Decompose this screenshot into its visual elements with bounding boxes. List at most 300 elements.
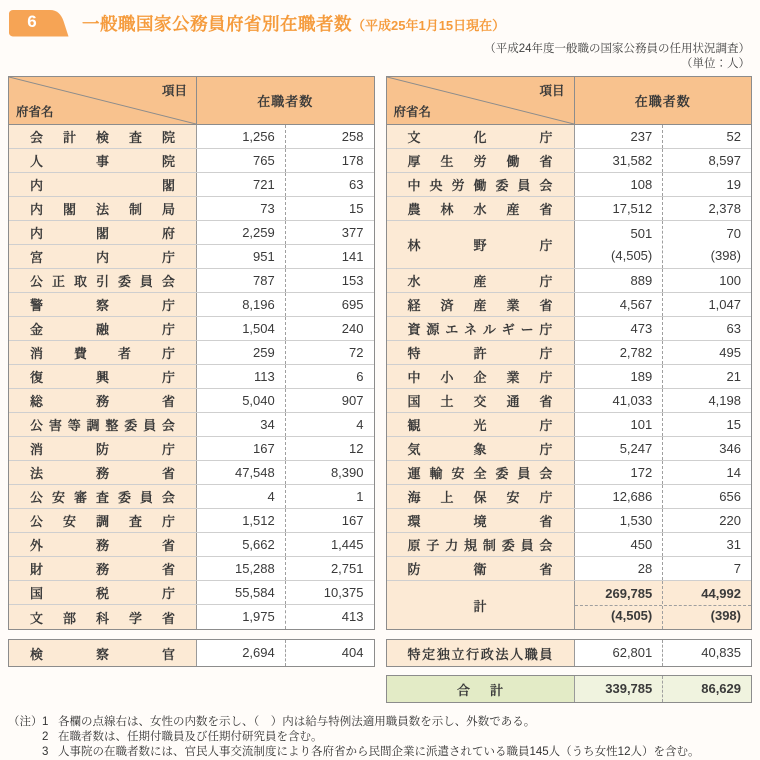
ministry-name: 公 安 審 査 委 員 会 bbox=[9, 485, 197, 508]
table-row bbox=[9, 581, 374, 605]
total-count-cell bbox=[197, 365, 285, 388]
ministry-name: 財 務 省 bbox=[9, 557, 197, 580]
table-row bbox=[387, 293, 752, 317]
table-row bbox=[9, 485, 374, 509]
ministry-name: 中 小 企 業 庁 bbox=[387, 365, 575, 388]
table-row bbox=[387, 557, 752, 581]
total-count-cell bbox=[575, 365, 663, 388]
female-count-cell bbox=[662, 437, 751, 460]
staff-count-cells bbox=[197, 125, 374, 148]
female-count-cell bbox=[662, 149, 751, 172]
total-count: 2,782 bbox=[619, 344, 653, 360]
total-count: 339,785 bbox=[605, 681, 653, 696]
table-row bbox=[9, 509, 374, 533]
staff-count-cells bbox=[197, 365, 374, 388]
staff-count-cells bbox=[197, 341, 374, 364]
female-count-cell bbox=[285, 245, 374, 268]
female-count: 656 bbox=[719, 488, 741, 504]
female-count: 178 bbox=[341, 152, 364, 168]
staff-count-cells bbox=[575, 557, 752, 580]
female-count: 44,992 bbox=[701, 586, 741, 601]
table-row bbox=[387, 341, 752, 365]
female-count-cell bbox=[662, 640, 751, 666]
total-count: 113 bbox=[254, 368, 275, 384]
total-count: 28 bbox=[637, 560, 653, 576]
table-row bbox=[387, 173, 752, 197]
total-count-cell bbox=[575, 437, 663, 460]
total-count-cell bbox=[197, 149, 285, 172]
ministry-name: 外 務 省 bbox=[9, 533, 197, 556]
total-count-cell bbox=[197, 640, 285, 666]
female-count: 72 bbox=[349, 344, 364, 360]
total-count: 765 bbox=[253, 152, 275, 168]
ministry-name: 合 計 bbox=[387, 676, 575, 702]
total-count-cell bbox=[197, 485, 285, 508]
female-count-cell bbox=[285, 125, 374, 148]
ministry-name: 経 済 産 業 省 bbox=[387, 293, 575, 316]
table-row bbox=[387, 221, 752, 269]
ministry-name: 公 害 等 調 整 委 員 会 bbox=[9, 413, 197, 436]
footnote-number: 3 bbox=[42, 746, 49, 758]
prosecutors-table bbox=[8, 639, 375, 667]
staff-count-cells bbox=[575, 317, 752, 340]
staff-count-cells bbox=[575, 293, 752, 316]
footnote-text: 人事院の在職者数には、官民人事交流制度により各府省から民間企業に派遣されている職員145人（うち女性12人）を含む。 bbox=[58, 746, 700, 758]
page-title bbox=[82, 11, 505, 36]
female-count-cell bbox=[662, 173, 751, 196]
female-count-cell bbox=[285, 461, 374, 484]
total-count-cell bbox=[197, 461, 285, 484]
footnote-prefix: （注） bbox=[8, 716, 43, 728]
total-count: 167 bbox=[253, 440, 275, 456]
female-count-cell bbox=[662, 125, 751, 148]
table-row bbox=[9, 269, 374, 293]
female-count-cell bbox=[662, 269, 751, 292]
female-count: 100 bbox=[719, 272, 741, 288]
female-count-cell bbox=[662, 509, 751, 532]
staff-count-cells bbox=[575, 676, 752, 702]
total-count-cell bbox=[197, 341, 285, 364]
female-count-cell bbox=[662, 293, 751, 316]
total-count-cell bbox=[575, 676, 663, 702]
total-count: 15,288 bbox=[234, 560, 275, 576]
female-count: 63 bbox=[349, 176, 364, 192]
female-count: 695 bbox=[341, 296, 364, 312]
staff-count-cells bbox=[575, 581, 752, 629]
total-count-cell bbox=[575, 509, 663, 532]
female-count: 7 bbox=[733, 560, 741, 576]
staff-count-cells bbox=[197, 269, 374, 292]
female-count: 240 bbox=[341, 320, 364, 336]
total-count-cell bbox=[197, 389, 285, 412]
staff-count-cells bbox=[197, 509, 374, 532]
total-count: 450 bbox=[630, 536, 653, 552]
left-table-header bbox=[9, 77, 374, 125]
female-count: 2,751 bbox=[330, 560, 364, 576]
table-row bbox=[387, 365, 752, 389]
female-count: 1 bbox=[356, 488, 364, 504]
total-count: 4 bbox=[267, 488, 275, 504]
table-row bbox=[387, 485, 752, 509]
ministry-name: 法 務 省 bbox=[9, 461, 197, 484]
female-count: 495 bbox=[719, 344, 741, 360]
header-ministry-label: 府省名 bbox=[393, 105, 432, 119]
staff-count-cells bbox=[197, 605, 374, 629]
staff-count-cells bbox=[575, 461, 752, 484]
total-count-cell bbox=[197, 533, 285, 556]
total-count: 73 bbox=[260, 200, 275, 216]
table-row bbox=[387, 413, 752, 437]
footnotes bbox=[8, 715, 752, 760]
ministry-name: 警 察 庁 bbox=[9, 293, 197, 316]
table-row bbox=[9, 557, 374, 581]
special-law-female-count: (398) bbox=[710, 608, 741, 623]
total-count-cell bbox=[197, 125, 285, 148]
ministry-name: 計 bbox=[387, 581, 575, 629]
staff-count-cells bbox=[197, 317, 374, 340]
table-row bbox=[9, 197, 374, 221]
special-law-female-count: (398) bbox=[710, 247, 741, 263]
left-ministry-table bbox=[8, 76, 375, 630]
female-count: 63 bbox=[726, 320, 741, 336]
footnote-text: 在職者数は、任期付職員及び任期付研究員を含む。 bbox=[58, 731, 323, 743]
staff-count-cells bbox=[197, 437, 374, 460]
iai-staff-table bbox=[386, 639, 753, 667]
staff-count-cells bbox=[197, 221, 374, 244]
footnote-line bbox=[8, 715, 752, 730]
table-row bbox=[9, 341, 374, 365]
total-count: 41,033 bbox=[612, 392, 653, 408]
header-staff-count-label: 在職者数 bbox=[634, 94, 691, 109]
special-law-count: (4,505) bbox=[611, 608, 653, 623]
female-count: 15 bbox=[726, 416, 741, 432]
total-count: 2,259 bbox=[242, 224, 275, 240]
female-count-cell bbox=[285, 221, 374, 244]
ministry-name: 環 境 省 bbox=[387, 509, 575, 532]
ministry-name: 文 部 科 学 省 bbox=[9, 605, 197, 629]
total-count-cell bbox=[197, 317, 285, 340]
total-count-cell bbox=[575, 461, 663, 484]
total-count: 62,801 bbox=[612, 645, 653, 660]
female-count-cell bbox=[285, 197, 374, 220]
total-count: 1,512 bbox=[242, 512, 275, 528]
total-count-cell bbox=[575, 533, 663, 556]
staff-count-cells bbox=[197, 557, 374, 580]
ministry-name: 国 税 庁 bbox=[9, 581, 197, 604]
total-count-cell bbox=[197, 581, 285, 604]
female-count: 153 bbox=[341, 272, 364, 288]
table-row bbox=[9, 293, 374, 317]
header-item-label: 項目 bbox=[539, 84, 565, 98]
ministry-name: 国 土 交 通 省 bbox=[387, 389, 575, 412]
female-count-cell bbox=[662, 221, 751, 268]
staff-count-cells bbox=[575, 413, 752, 436]
ministry-name: 内 閣 法 制 局 bbox=[9, 197, 197, 220]
female-count: 19 bbox=[726, 176, 741, 192]
female-count-cell bbox=[662, 461, 751, 484]
total-count: 55,584 bbox=[234, 584, 275, 600]
staff-count-cells bbox=[575, 269, 752, 292]
ministry-name: 海 上 保 安 庁 bbox=[387, 485, 575, 508]
table-row bbox=[387, 197, 752, 221]
female-count: 8,597 bbox=[708, 152, 741, 168]
total-count-cell bbox=[197, 293, 285, 316]
female-count: 404 bbox=[341, 645, 364, 660]
total-count: 4,567 bbox=[619, 296, 653, 312]
total-count-cell bbox=[575, 413, 663, 436]
staff-count-cells bbox=[575, 125, 752, 148]
total-count: 1,530 bbox=[619, 512, 653, 528]
ministry-name: 水 産 庁 bbox=[387, 269, 575, 292]
table-row bbox=[9, 221, 374, 245]
page-title-text: 一般職国家公務員府省別在職者数 bbox=[82, 13, 352, 34]
ministry-name: 農 林 水 産 省 bbox=[387, 197, 575, 220]
total-count: 47,548 bbox=[234, 464, 275, 480]
staff-count-cells bbox=[197, 245, 374, 268]
ministry-name: 厚 生 労 働 省 bbox=[387, 149, 575, 172]
female-count-cell bbox=[285, 173, 374, 196]
table-row bbox=[387, 437, 752, 461]
section-number: 6 bbox=[27, 12, 37, 31]
female-count-cell bbox=[285, 269, 374, 292]
female-count: 907 bbox=[341, 392, 364, 408]
female-count-cell bbox=[662, 485, 751, 508]
survey-note: （平成24年度一般職の国家公務員の任用状況調査） bbox=[484, 43, 750, 55]
ministry-name: 消 防 庁 bbox=[9, 437, 197, 460]
table-row bbox=[387, 533, 752, 557]
female-count: 6 bbox=[356, 368, 364, 384]
total-count-cell bbox=[575, 125, 663, 148]
total-count-cell bbox=[197, 437, 285, 460]
female-count: 10,375 bbox=[323, 584, 364, 600]
total-count: 269,785 bbox=[605, 586, 653, 601]
page-header bbox=[8, 8, 752, 38]
table-row bbox=[9, 125, 374, 149]
ministry-name: 観 光 庁 bbox=[387, 413, 575, 436]
total-count: 501 bbox=[630, 225, 653, 241]
staff-count-cells bbox=[197, 640, 374, 666]
female-count: 220 bbox=[719, 512, 741, 528]
staff-count-cells bbox=[575, 173, 752, 196]
right-table-header bbox=[387, 77, 752, 125]
ministry-name: 金 融 庁 bbox=[9, 317, 197, 340]
female-count-cell bbox=[285, 293, 374, 316]
dashed-separator bbox=[575, 605, 752, 606]
female-count: 52 bbox=[726, 128, 741, 144]
staff-count-cells bbox=[197, 533, 374, 556]
table-row bbox=[9, 365, 374, 389]
female-count: 86,629 bbox=[701, 681, 741, 696]
ministry-name: 原 子 力 規 制 委 員 会 bbox=[387, 533, 575, 556]
table-row bbox=[9, 149, 374, 173]
ministry-name: 公 安 調 査 庁 bbox=[9, 509, 197, 532]
unit-note: （単位：人） bbox=[681, 58, 750, 70]
female-count-cell bbox=[285, 389, 374, 412]
female-count-cell bbox=[662, 389, 751, 412]
ministry-name: 総 務 省 bbox=[9, 389, 197, 412]
left-column bbox=[8, 76, 375, 703]
staff-count-cells bbox=[197, 149, 374, 172]
total-count-cell bbox=[197, 605, 285, 629]
female-count-cell bbox=[285, 533, 374, 556]
female-count-cell bbox=[662, 341, 751, 364]
section-number-badge bbox=[8, 9, 70, 37]
ministry-name: 内 閣 bbox=[9, 173, 197, 196]
staff-count-cells bbox=[197, 293, 374, 316]
table-row bbox=[9, 437, 374, 461]
female-count: 377 bbox=[341, 224, 364, 240]
female-count: 4 bbox=[356, 416, 364, 432]
female-count: 70 bbox=[726, 225, 741, 241]
table-row bbox=[9, 317, 374, 341]
staff-count-cells bbox=[575, 389, 752, 412]
staff-count-cells bbox=[197, 581, 374, 604]
female-count: 40,835 bbox=[701, 645, 741, 660]
staff-count-cells bbox=[197, 485, 374, 508]
total-count: 1,256 bbox=[242, 128, 275, 144]
female-count-cell bbox=[285, 437, 374, 460]
table-row bbox=[9, 173, 374, 197]
female-count-cell bbox=[285, 341, 374, 364]
total-count-cell bbox=[575, 197, 663, 220]
female-count: 31 bbox=[726, 536, 741, 552]
grand-total-table bbox=[386, 675, 753, 703]
female-count: 141 bbox=[341, 248, 364, 264]
female-count-cell bbox=[285, 365, 374, 388]
page-title-date: （平成25年1月15日現在） bbox=[352, 17, 506, 33]
right-table-body bbox=[387, 125, 752, 629]
table-row bbox=[9, 605, 374, 629]
female-count-cell bbox=[285, 317, 374, 340]
staff-count-cells bbox=[197, 389, 374, 412]
table-row bbox=[387, 640, 752, 666]
female-count: 8,390 bbox=[330, 464, 364, 480]
total-count: 2,694 bbox=[242, 645, 275, 660]
female-count: 413 bbox=[341, 609, 364, 624]
total-count: 172 bbox=[630, 464, 653, 480]
total-count: 237 bbox=[630, 128, 653, 144]
ministry-name: 特 定 独 立 行 政 法 人 職 員 bbox=[387, 640, 575, 666]
footnote-line bbox=[8, 730, 752, 745]
header-staff-count-label: 在職者数 bbox=[257, 94, 314, 109]
female-count-cell bbox=[662, 413, 751, 436]
female-count-cell bbox=[662, 197, 751, 220]
total-count-cell bbox=[197, 173, 285, 196]
total-count: 101 bbox=[630, 416, 653, 432]
staff-count-cells bbox=[575, 437, 752, 460]
total-count: 5,662 bbox=[242, 536, 275, 552]
total-count-cell bbox=[575, 149, 663, 172]
ministry-name: 消 費 者 庁 bbox=[9, 341, 197, 364]
staff-count-cells bbox=[197, 413, 374, 436]
total-count: 889 bbox=[630, 272, 653, 288]
female-count-cell bbox=[285, 557, 374, 580]
female-count-cell bbox=[662, 365, 751, 388]
left-table-body bbox=[9, 125, 374, 629]
table-row bbox=[387, 676, 752, 702]
table-row bbox=[9, 461, 374, 485]
staff-count-cells bbox=[575, 197, 752, 220]
ministry-name: 復 興 庁 bbox=[9, 365, 197, 388]
total-count: 31,582 bbox=[612, 152, 653, 168]
table-row bbox=[9, 640, 374, 666]
total-count: 259 bbox=[253, 344, 275, 360]
female-count-cell bbox=[662, 533, 751, 556]
female-count: 167 bbox=[341, 512, 364, 528]
total-count-cell bbox=[197, 245, 285, 268]
ministry-name: 内 閣 府 bbox=[9, 221, 197, 244]
female-count-cell bbox=[285, 413, 374, 436]
staff-count-cells bbox=[575, 149, 752, 172]
footnote-number: 2 bbox=[42, 731, 49, 743]
ministry-name: 防 衛 省 bbox=[387, 557, 575, 580]
ministry-name: 宮 内 庁 bbox=[9, 245, 197, 268]
total-count: 1,975 bbox=[242, 609, 275, 624]
table-row bbox=[387, 581, 752, 629]
table-row bbox=[387, 149, 752, 173]
tables-area bbox=[8, 76, 752, 703]
total-count-cell bbox=[575, 317, 663, 340]
table-row bbox=[387, 389, 752, 413]
total-count: 12,686 bbox=[612, 488, 653, 504]
staff-count-cells bbox=[575, 221, 752, 268]
header-item-label: 項目 bbox=[161, 84, 187, 98]
ministry-name: 資 源 エ ネ ル ギ ー 庁 bbox=[387, 317, 575, 340]
table-row bbox=[9, 533, 374, 557]
total-count-cell bbox=[575, 557, 663, 580]
table-row bbox=[9, 413, 374, 437]
table-row bbox=[9, 389, 374, 413]
ministry-name: 特 許 庁 bbox=[387, 341, 575, 364]
staff-count-cells bbox=[575, 365, 752, 388]
total-count: 1,504 bbox=[242, 320, 275, 336]
female-count-cell bbox=[285, 605, 374, 629]
staff-count-cells bbox=[575, 341, 752, 364]
ministry-name: 運 輸 安 全 委 員 会 bbox=[387, 461, 575, 484]
ministry-name: 気 象 庁 bbox=[387, 437, 575, 460]
total-count-cell bbox=[575, 341, 663, 364]
total-count-cell bbox=[575, 640, 663, 666]
female-count-cell bbox=[285, 640, 374, 666]
total-count: 787 bbox=[253, 272, 275, 288]
female-count-cell bbox=[285, 149, 374, 172]
total-count-cell bbox=[575, 389, 663, 412]
header-ministry-label: 府省名 bbox=[16, 105, 54, 119]
total-count-cell bbox=[575, 485, 663, 508]
staff-count-cells bbox=[197, 461, 374, 484]
total-count-cell bbox=[197, 197, 285, 220]
ministry-name: 文 化 庁 bbox=[387, 125, 575, 148]
ministry-name: 公 正 取 引 委 員 会 bbox=[9, 269, 197, 292]
footnote-text: 各欄の点線右は、女性の内数を示し、（ ）内は給与特例法適用職員数を示し、外数である。 bbox=[58, 716, 536, 728]
female-count: 21 bbox=[726, 368, 741, 384]
footnote-number: 1 bbox=[42, 716, 49, 728]
female-count-cell bbox=[285, 509, 374, 532]
staff-count-cells bbox=[575, 640, 752, 666]
total-count-cell bbox=[575, 293, 663, 316]
ministry-name: 人 事 院 bbox=[9, 149, 197, 172]
total-count: 34 bbox=[260, 416, 275, 432]
special-law-count: (4,505) bbox=[611, 247, 653, 263]
total-count-cell bbox=[197, 557, 285, 580]
table-row bbox=[387, 269, 752, 293]
total-count: 473 bbox=[630, 320, 653, 336]
female-count: 1,047 bbox=[708, 296, 741, 312]
staff-count-cells bbox=[575, 485, 752, 508]
female-count-cell bbox=[662, 557, 751, 580]
female-count: 346 bbox=[719, 440, 741, 456]
female-count: 1,445 bbox=[330, 536, 364, 552]
